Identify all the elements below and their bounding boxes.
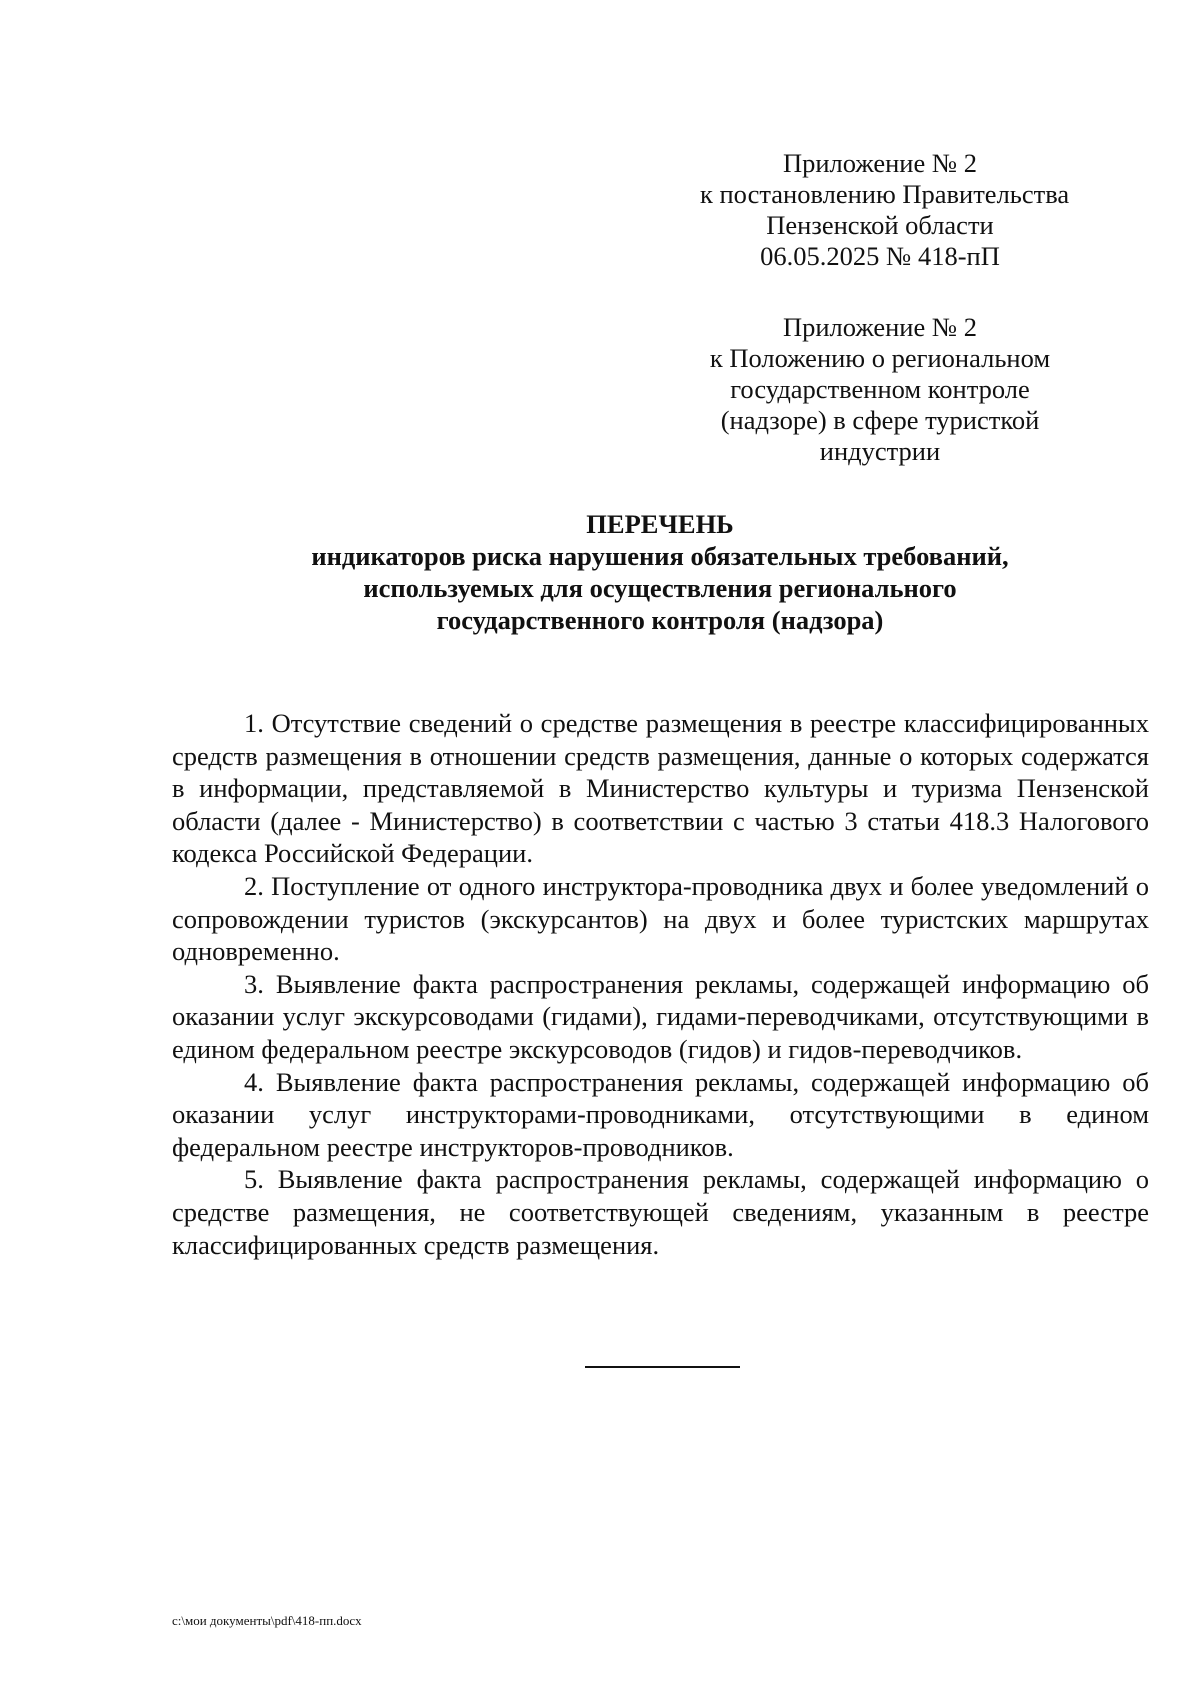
indicator-list [172, 707, 1149, 1261]
indicator-item: 5. Выявление факта распространения рекламы, содержащей информацию о средстве размещения, не соответствующей сведениям, указанным в реестре классифицированных средств размещения. [172, 1164, 1149, 1260]
appendix-line: Приложение № 2 [782, 312, 977, 342]
appendix-line: Приложение № 2 [782, 148, 977, 178]
indicator-item: 2. Поступление от одного инструктора-проводника двух и более уведомлений о сопровождении туристов (экскурсантов) на двух и более туристских маршрутах одновременно. [172, 870, 1149, 967]
appendix-line: Пензенской области [766, 210, 994, 240]
appendix-block-regulation [700, 312, 1060, 467]
indicator-item: 1. Отсутствие сведений о средстве размещения в реестре классифицированных средств размещения в отношении средств размещения, данные о которых содержатся в информации, представляемой в Министерство культуры и туризма Пензенской области (далее - Министерство) в соответствии с частью 3 статьи 418.3 Налогового кодекса Российской Федерации. [172, 708, 1149, 869]
appendix-block-resolution [700, 148, 1070, 272]
appendix-line: к Положению о региональном [709, 343, 1051, 373]
document-title [170, 508, 1150, 636]
title-subtitle-line: индикаторов риска нарушения обязательных требований, [311, 541, 1009, 571]
footer-file-path: c:\мои документы\pdf\418-пп.docx [172, 1613, 362, 1628]
appendix-line: государственном контроле [730, 374, 1030, 404]
indicator-item: 3. Выявление факта распространения рекламы, содержащей информацию об оказании услуг экскурсоводами (гидами), гидами-переводчиками, отсутствующими в едином федеральном реестре экскурсоводов (гидов) и гидов-переводчиков. [172, 968, 1149, 1064]
title-subtitle-line: используемых для осуществления регионального [363, 573, 957, 603]
appendix-line: 06.05.2025 № 418-пП [760, 241, 1000, 271]
appendix-line: (надзоре) в сфере туристкой [720, 405, 1040, 435]
indicator-item: 4. Выявление факта распространения рекламы, содержащей информацию об оказании услуг инструкторами-проводниками, отсутствующими в едином федеральном реестре инструкторов-проводников. [172, 1066, 1149, 1162]
title-subtitle-line: государственного контроля (надзора) [436, 605, 884, 635]
appendix-line: к постановлению Правительства [700, 179, 1070, 209]
end-separator-line [585, 1366, 740, 1368]
appendix-line: индустрии [819, 436, 941, 466]
title-heading: ПЕРЕЧЕНЬ [586, 509, 734, 539]
